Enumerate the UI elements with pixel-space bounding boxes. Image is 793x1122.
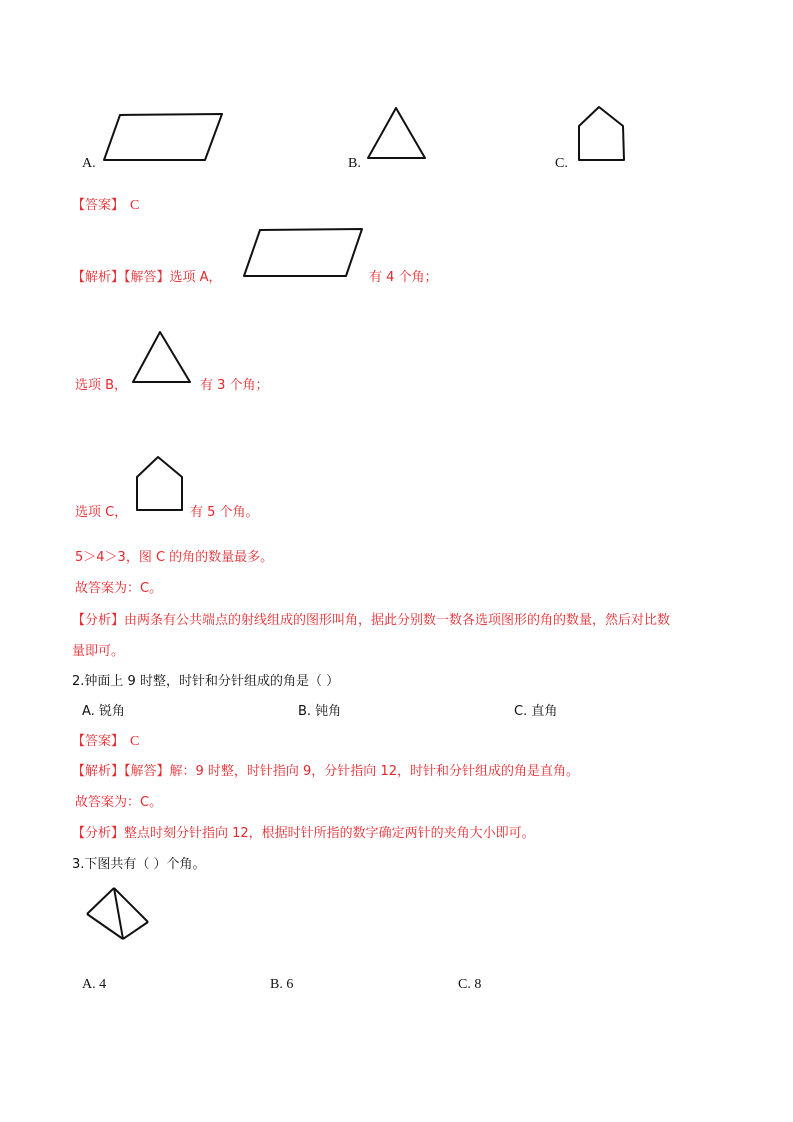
q2-fenxi: 【分析】整点时刻分针指向 12，根据时针所指的数字确定两针的夹角大小即可。 [72,826,535,841]
answer-value: C [130,734,140,749]
pentagon-house-figure [576,104,628,164]
q2-answer [72,734,139,750]
q1-fenxi-line2: 量即可。 [72,644,125,659]
option-c-prefix: 选项 C， [75,505,128,520]
answer-tag: 【答案】 [72,734,125,749]
q2-option-c: C. 直角 [514,704,558,719]
q2-option-a: A. 锐角 [82,704,125,719]
option-c-suffix: 有 5 个角。 [190,505,259,520]
q1-analysis-a [72,270,222,286]
option-a-suffix: 有 4 个角； [369,270,438,285]
answer-tag: 【答案】 [72,198,125,213]
option-a-prefix: 选项 A， [169,270,222,285]
q2-conclusion: 故答案为：C。 [75,795,163,810]
q3-option-c: C. 8 [458,977,482,992]
q1-fenxi-line1: 【分析】由两条有公共端点的射线组成的图形叫角，据此分别数一数各选项图形的角的数量，然后对比数 [72,613,671,628]
q3-option-a: A. 4 [82,977,107,992]
parallelogram-figure-explain [240,226,368,280]
q3-stem: 3.下图共有（ ）个角。 [72,857,206,872]
triangle-figure [365,104,430,162]
q1-conclusion: 故答案为：C。 [75,581,163,596]
q3-option-b: B. 6 [270,977,294,992]
pentagon-house-figure-explain [134,454,186,514]
q2-analysis: 【解析】【解答】解：9 时整，时针指向 9，分针指向 12，时针和分针组成的角是直角。 [72,764,579,779]
parallelogram-figure [100,110,225,165]
angle-figure [84,884,152,944]
q2-option-b: B. 钝角 [298,704,342,719]
q2-stem: 2.钟面上 9 时整，时针和分针组成的角是（ ） [72,674,340,689]
option-b-prefix: 选项 B， [75,378,128,393]
option-a-label: A. [82,156,96,171]
comparison-text: 5＞4＞3，图 C 的角的数量最多。 [75,550,274,565]
option-b-label: B. [348,156,361,171]
analysis-tags: 【解析】【解答】 [72,270,170,285]
option-c-label: C. [555,156,568,171]
q1-answer [72,198,139,214]
option-b-suffix: 有 3 个角； [200,378,269,393]
triangle-figure-explain [130,328,194,386]
answer-value: C [130,198,140,213]
